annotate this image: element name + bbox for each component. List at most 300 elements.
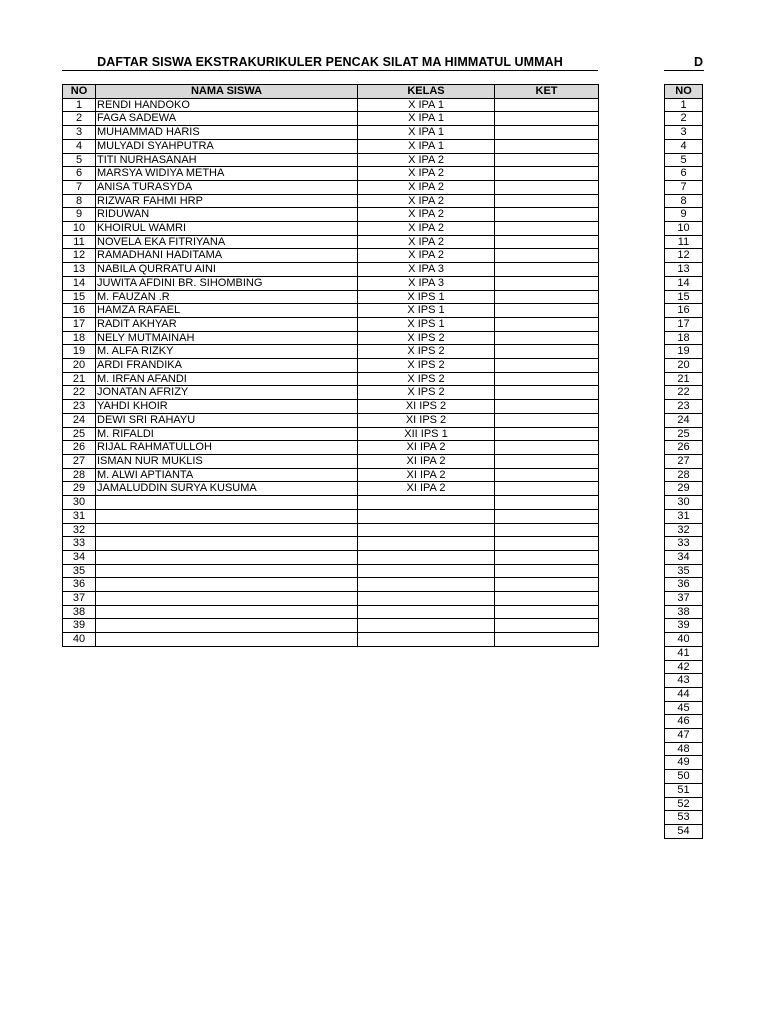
cell-no: 37: [665, 592, 703, 606]
cell-name: RIJAL RAHMATULLOH: [96, 441, 358, 455]
cell-ket: [495, 331, 599, 345]
cell-no: 1: [665, 98, 703, 112]
table-row: [63, 304, 599, 318]
table-row: [63, 194, 599, 208]
cell-no: 18: [63, 331, 96, 345]
cell-kelas: [358, 523, 495, 537]
table-row: [63, 496, 599, 510]
table-row: [665, 523, 703, 537]
table-row: [665, 550, 703, 564]
cell-no: 5: [665, 153, 703, 167]
table-row: [665, 729, 703, 743]
cell-name: [96, 550, 358, 564]
table-row: [665, 674, 703, 688]
cell-no: 9: [665, 208, 703, 222]
cell-no: 14: [63, 276, 96, 290]
table-row: [665, 660, 703, 674]
cell-no: 13: [63, 263, 96, 277]
cell-ket: [495, 194, 599, 208]
cell-no: 4: [63, 139, 96, 153]
cell-no: 46: [665, 715, 703, 729]
cell-no: 23: [63, 400, 96, 414]
table-row: [665, 194, 703, 208]
table-row: [63, 126, 599, 140]
cell-no: 3: [665, 126, 703, 140]
table-row: [63, 98, 599, 112]
cell-ket: [495, 427, 599, 441]
cell-kelas: XI IPS 2: [358, 413, 495, 427]
cell-kelas: X IPA 2: [358, 235, 495, 249]
table-row: [63, 331, 599, 345]
cell-no: 34: [665, 550, 703, 564]
cell-no: 6: [63, 167, 96, 181]
table-row: [665, 646, 703, 660]
table-row: [665, 276, 703, 290]
cell-kelas: XII IPS 1: [358, 427, 495, 441]
table-row: [665, 167, 703, 181]
table-row: [665, 112, 703, 126]
cell-ket: [495, 180, 599, 194]
cell-kelas: [358, 537, 495, 551]
cell-name: MUHAMMAD HARIS: [96, 126, 358, 140]
second-header-no: NO: [665, 85, 703, 99]
cell-name: ARDI FRANDIKA: [96, 359, 358, 373]
table-header-row: [63, 85, 599, 99]
table-row: [665, 359, 703, 373]
table-row: [665, 413, 703, 427]
cell-no: 26: [665, 441, 703, 455]
cell-no: 32: [63, 523, 96, 537]
table-row: [665, 687, 703, 701]
cell-no: 24: [63, 413, 96, 427]
cell-no: 31: [63, 509, 96, 523]
table-row: [665, 715, 703, 729]
cell-ket: [495, 482, 599, 496]
table-row: [63, 619, 599, 633]
cell-ket: [495, 578, 599, 592]
second-sheet-rows: [665, 98, 703, 838]
table-row: [63, 523, 599, 537]
second-title-underline: [664, 70, 704, 71]
cell-no: 24: [665, 413, 703, 427]
cell-no: 11: [665, 235, 703, 249]
table-row: [665, 208, 703, 222]
cell-kelas: [358, 578, 495, 592]
cell-no: 18: [665, 331, 703, 345]
table-row: [665, 633, 703, 647]
table-row: [63, 276, 599, 290]
cell-no: 39: [665, 619, 703, 633]
cell-ket: [495, 372, 599, 386]
cell-kelas: X IPS 1: [358, 290, 495, 304]
cell-name: RIDUWAN: [96, 208, 358, 222]
cell-no: 3: [63, 126, 96, 140]
second-sheet-title-fragment: D: [694, 55, 704, 69]
cell-ket: [495, 167, 599, 181]
cell-name: RIZWAR FAHMI HRP: [96, 194, 358, 208]
header-name: NAMA SISWA: [96, 85, 358, 99]
cell-kelas: X IPA 2: [358, 153, 495, 167]
student-rows: [63, 98, 599, 646]
cell-name: JONATAN AFRIZY: [96, 386, 358, 400]
cell-name: [96, 605, 358, 619]
cell-name: MULYADI SYAHPUTRA: [96, 139, 358, 153]
cell-no: 17: [63, 317, 96, 331]
cell-ket: [495, 126, 599, 140]
cell-name: JUWITA AFDINI BR. SIHOMBING: [96, 276, 358, 290]
cell-no: 2: [63, 112, 96, 126]
cell-kelas: XI IPA 2: [358, 468, 495, 482]
table-row: [665, 126, 703, 140]
table-row: [63, 400, 599, 414]
table-row: [63, 537, 599, 551]
cell-no: 41: [665, 646, 703, 660]
table-row: [63, 413, 599, 427]
table-row: [63, 372, 599, 386]
cell-name: FAGA SADEWA: [96, 112, 358, 126]
cell-no: 13: [665, 263, 703, 277]
table-row: [63, 578, 599, 592]
table-row: [665, 756, 703, 770]
student-list-table: [62, 84, 599, 647]
cell-name: JAMALUDDIN SURYA KUSUMA: [96, 482, 358, 496]
cell-kelas: X IPA 1: [358, 126, 495, 140]
cell-no: 50: [665, 770, 703, 784]
cell-no: 22: [665, 386, 703, 400]
cell-no: 51: [665, 783, 703, 797]
table-row: [63, 482, 599, 496]
cell-no: 32: [665, 523, 703, 537]
cell-ket: [495, 619, 599, 633]
cell-no: 28: [665, 468, 703, 482]
cell-kelas: X IPS 2: [358, 386, 495, 400]
table-row: [63, 454, 599, 468]
cell-ket: [495, 153, 599, 167]
cell-kelas: X IPA 1: [358, 112, 495, 126]
cell-kelas: X IPA 1: [358, 98, 495, 112]
cell-ket: [495, 537, 599, 551]
cell-name: M. ALWI APTIANTA: [96, 468, 358, 482]
cell-name: [96, 496, 358, 510]
cell-no: 33: [63, 537, 96, 551]
table-row: [63, 633, 599, 647]
table-row: [63, 167, 599, 181]
cell-kelas: X IPS 2: [358, 359, 495, 373]
table-row: [63, 427, 599, 441]
cell-kelas: XI IPS 2: [358, 400, 495, 414]
cell-kelas: X IPA 2: [358, 222, 495, 236]
cell-name: NABILA QURRATU AINI: [96, 263, 358, 277]
header-ket: KET: [495, 85, 599, 99]
cell-kelas: X IPS 2: [358, 345, 495, 359]
cell-no: 17: [665, 317, 703, 331]
cell-no: 8: [665, 194, 703, 208]
cell-kelas: X IPS 2: [358, 372, 495, 386]
cell-no: 7: [665, 180, 703, 194]
table-row: [63, 235, 599, 249]
cell-no: 25: [665, 427, 703, 441]
cell-no: 36: [665, 578, 703, 592]
cell-no: 14: [665, 276, 703, 290]
cell-name: KHOIRUL WAMRI: [96, 222, 358, 236]
cell-ket: [495, 564, 599, 578]
cell-no: 29: [63, 482, 96, 496]
cell-kelas: XI IPA 2: [358, 441, 495, 455]
cell-no: 40: [63, 633, 96, 647]
cell-ket: [495, 468, 599, 482]
cell-kelas: [358, 564, 495, 578]
table-row: [665, 605, 703, 619]
table-row: [63, 345, 599, 359]
cell-no: 52: [665, 797, 703, 811]
cell-kelas: X IPS 2: [358, 331, 495, 345]
table-row: [665, 139, 703, 153]
cell-no: 37: [63, 592, 96, 606]
cell-ket: [495, 413, 599, 427]
cell-kelas: [358, 633, 495, 647]
cell-name: M. ALFA RIZKY: [96, 345, 358, 359]
cell-no: 35: [665, 564, 703, 578]
cell-ket: [495, 633, 599, 647]
table-row: [63, 550, 599, 564]
cell-name: M. RIFALDI: [96, 427, 358, 441]
cell-name: DEWI SRI RAHAYU: [96, 413, 358, 427]
cell-ket: [495, 454, 599, 468]
table-row: [665, 441, 703, 455]
table-row: [665, 770, 703, 784]
table-row: [63, 592, 599, 606]
cell-ket: [495, 235, 599, 249]
cell-kelas: X IPA 3: [358, 276, 495, 290]
cell-name: [96, 619, 358, 633]
cell-no: 8: [63, 194, 96, 208]
table-row: [665, 482, 703, 496]
cell-no: 21: [665, 372, 703, 386]
cell-kelas: [358, 550, 495, 564]
second-sheet-table: [664, 84, 703, 839]
cell-no: 19: [63, 345, 96, 359]
cell-no: 20: [63, 359, 96, 373]
cell-name: [96, 523, 358, 537]
cell-kelas: XI IPA 2: [358, 482, 495, 496]
cell-no: 10: [665, 222, 703, 236]
cell-kelas: XI IPA 2: [358, 454, 495, 468]
cell-kelas: X IPA 2: [358, 208, 495, 222]
table-row: [665, 454, 703, 468]
cell-name: MARSYA WIDIYA METHA: [96, 167, 358, 181]
table-row: [63, 386, 599, 400]
table-row: [665, 249, 703, 263]
cell-no: 45: [665, 701, 703, 715]
table-row: [665, 386, 703, 400]
table-row: [665, 578, 703, 592]
cell-kelas: [358, 496, 495, 510]
cell-no: 48: [665, 742, 703, 756]
cell-ket: [495, 139, 599, 153]
cell-kelas: [358, 605, 495, 619]
cell-name: M. IRFAN AFANDI: [96, 372, 358, 386]
cell-name: [96, 509, 358, 523]
table-row: [665, 180, 703, 194]
table-row: [665, 824, 703, 838]
table-row: [665, 742, 703, 756]
cell-no: 49: [665, 756, 703, 770]
table-row: [665, 98, 703, 112]
table-row: [665, 400, 703, 414]
cell-no: 5: [63, 153, 96, 167]
table-row: [63, 605, 599, 619]
table-row: [63, 153, 599, 167]
table-row: [665, 290, 703, 304]
cell-name: NOVELA EKA FITRIYANA: [96, 235, 358, 249]
cell-no: 38: [63, 605, 96, 619]
cell-name: HAMZA RAFAEL: [96, 304, 358, 318]
cell-name: NELY MUTMAINAH: [96, 331, 358, 345]
cell-no: 47: [665, 729, 703, 743]
cell-ket: [495, 208, 599, 222]
cell-ket: [495, 441, 599, 455]
cell-no: 16: [63, 304, 96, 318]
cell-name: ISMAN NUR MUKLIS: [96, 454, 358, 468]
table-row: [63, 263, 599, 277]
table-row: [665, 564, 703, 578]
cell-no: 34: [63, 550, 96, 564]
sheet-title: DAFTAR SISWA EKSTRAKURIKULER PENCAK SILAT MA HIMMATUL UMMAH: [97, 55, 563, 69]
cell-no: 20: [665, 359, 703, 373]
cell-ket: [495, 249, 599, 263]
table-row: [63, 180, 599, 194]
table-row: [665, 263, 703, 277]
cell-no: 10: [63, 222, 96, 236]
cell-ket: [495, 263, 599, 277]
cell-ket: [495, 290, 599, 304]
cell-name: [96, 633, 358, 647]
table-row: [63, 509, 599, 523]
table-row: [665, 304, 703, 318]
cell-no: 28: [63, 468, 96, 482]
second-header-row: [665, 85, 703, 99]
table-row: [63, 359, 599, 373]
cell-no: 6: [665, 167, 703, 181]
cell-no: 11: [63, 235, 96, 249]
cell-no: 16: [665, 304, 703, 318]
table-row: [665, 235, 703, 249]
table-row: [665, 222, 703, 236]
cell-no: 12: [665, 249, 703, 263]
cell-name: RENDI HANDOKO: [96, 98, 358, 112]
table-row: [63, 441, 599, 455]
cell-no: 30: [665, 496, 703, 510]
cell-kelas: [358, 509, 495, 523]
cell-ket: [495, 550, 599, 564]
table-row: [665, 619, 703, 633]
cell-name: TITI NURHASANAH: [96, 153, 358, 167]
table-row: [63, 564, 599, 578]
cell-no: 23: [665, 400, 703, 414]
cell-no: 25: [63, 427, 96, 441]
cell-ket: [495, 222, 599, 236]
cell-name: RADIT AKHYAR: [96, 317, 358, 331]
cell-kelas: X IPA 2: [358, 194, 495, 208]
cell-no: 40: [665, 633, 703, 647]
cell-ket: [495, 400, 599, 414]
cell-no: 33: [665, 537, 703, 551]
cell-no: 31: [665, 509, 703, 523]
cell-no: 29: [665, 482, 703, 496]
cell-no: 54: [665, 824, 703, 838]
cell-no: 38: [665, 605, 703, 619]
cell-kelas: X IPA 2: [358, 167, 495, 181]
table-row: [665, 783, 703, 797]
cell-ket: [495, 386, 599, 400]
cell-ket: [495, 496, 599, 510]
cell-ket: [495, 592, 599, 606]
cell-name: [96, 564, 358, 578]
cell-ket: [495, 276, 599, 290]
cell-no: 1: [63, 98, 96, 112]
cell-kelas: X IPA 1: [358, 139, 495, 153]
cell-kelas: X IPA 3: [358, 263, 495, 277]
cell-ket: [495, 98, 599, 112]
cell-no: 2: [665, 112, 703, 126]
cell-name: [96, 537, 358, 551]
table-row: [63, 249, 599, 263]
table-row: [63, 468, 599, 482]
cell-kelas: X IPA 2: [358, 249, 495, 263]
table-row: [665, 797, 703, 811]
table-row: [665, 331, 703, 345]
cell-name: [96, 578, 358, 592]
table-row: [665, 345, 703, 359]
table-row: [63, 290, 599, 304]
header-kelas: KELAS: [358, 85, 495, 99]
table-row: [665, 153, 703, 167]
cell-no: 27: [63, 454, 96, 468]
cell-no: 12: [63, 249, 96, 263]
cell-name: ANISA TURASYDA: [96, 180, 358, 194]
cell-kelas: [358, 619, 495, 633]
cell-name: [96, 592, 358, 606]
cell-ket: [495, 359, 599, 373]
cell-ket: [495, 605, 599, 619]
cell-no: 27: [665, 454, 703, 468]
table-row: [665, 317, 703, 331]
cell-ket: [495, 112, 599, 126]
table-row: [665, 496, 703, 510]
table-row: [665, 701, 703, 715]
table-row: [665, 372, 703, 386]
cell-no: 15: [665, 290, 703, 304]
cell-no: 43: [665, 674, 703, 688]
cell-no: 22: [63, 386, 96, 400]
table-row: [665, 427, 703, 441]
table-row: [665, 468, 703, 482]
cell-ket: [495, 345, 599, 359]
table-row: [665, 592, 703, 606]
cell-no: 26: [63, 441, 96, 455]
cell-no: 36: [63, 578, 96, 592]
cell-kelas: X IPS 1: [358, 304, 495, 318]
table-row: [63, 222, 599, 236]
cell-no: 19: [665, 345, 703, 359]
cell-ket: [495, 304, 599, 318]
cell-ket: [495, 509, 599, 523]
cell-ket: [495, 523, 599, 537]
cell-name: YAHDI KHOIR: [96, 400, 358, 414]
cell-kelas: X IPS 1: [358, 317, 495, 331]
cell-kelas: [358, 592, 495, 606]
cell-no: 53: [665, 811, 703, 825]
